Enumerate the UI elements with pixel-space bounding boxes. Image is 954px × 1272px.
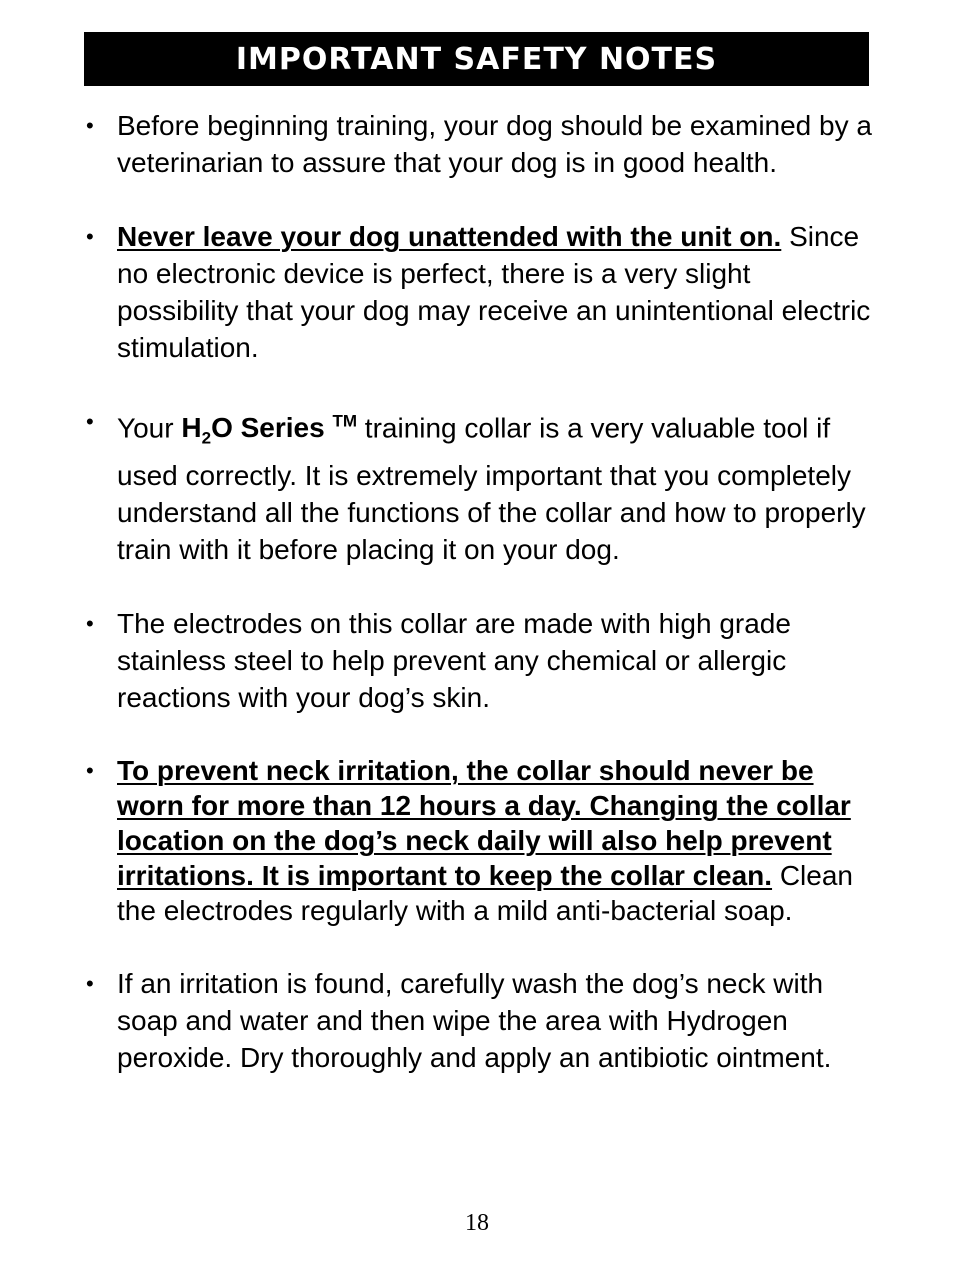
brand-rest: O Series bbox=[211, 412, 333, 444]
section-title: IMPORTANT SAFETY NOTES bbox=[235, 41, 718, 77]
note-text: If an irritation is found, carefully wash the dog’s neck with soap and water and then wipe the area with Hydrogen peroxide. Dry thoroughly and apply an antibiotic ointment. bbox=[117, 967, 832, 1073]
section-title-banner bbox=[84, 32, 869, 86]
note-neck-irritation bbox=[84, 753, 874, 928]
bullet-icon: • bbox=[86, 757, 94, 783]
note-text: Clean the electrodes regularly with a mild anti-bacterial soap. bbox=[117, 859, 853, 926]
bullet-icon: • bbox=[86, 224, 94, 249]
note-electrodes bbox=[84, 605, 874, 716]
note-vet-exam bbox=[84, 107, 874, 181]
trademark-mark: TM bbox=[332, 412, 358, 431]
note-text: Since no electronic device is perfect, there is a very slight possibility that your dog may receive an unintentional electric stimulation. bbox=[117, 221, 871, 363]
note-text: Before beginning training, your dog should be examined by a veterinarian to assure that your dog is in good health. bbox=[117, 110, 872, 178]
bullet-icon: • bbox=[86, 610, 94, 636]
brand-h: H bbox=[181, 412, 202, 444]
note-text-after: training collar is a very valuable tool if used correctly. It is extremely important that you completely understand all the functions of the collar and how to properly train with it before placing it on your dog. bbox=[117, 412, 866, 565]
note-text: The electrodes on this collar are made with high grade stainless steel to help prevent any chemical or allergic reactions with your dog’s skin. bbox=[117, 607, 791, 713]
brand-subscript: 2 bbox=[201, 428, 212, 448]
note-warning-text: To prevent neck irritation, the collar should never be worn for more than 12 hours a day. Changing the collar location on the dog’s neck daily will also help prevent irritations. It is important to keep the collar clean. bbox=[117, 754, 851, 891]
note-irritation-care bbox=[84, 965, 874, 1076]
note-warning-text: Never leave your dog unattended with the unit on. bbox=[117, 221, 782, 252]
note-proper-use bbox=[84, 403, 874, 568]
note-unattended bbox=[84, 218, 874, 366]
page-number: 18 bbox=[465, 1210, 489, 1236]
bullet-icon: • bbox=[86, 970, 94, 996]
brand-name bbox=[181, 412, 358, 448]
note-text-before: Your bbox=[117, 412, 182, 444]
bullet-icon: • bbox=[86, 409, 94, 434]
safety-notes-list bbox=[84, 107, 874, 1076]
bullet-icon: • bbox=[86, 113, 94, 138]
